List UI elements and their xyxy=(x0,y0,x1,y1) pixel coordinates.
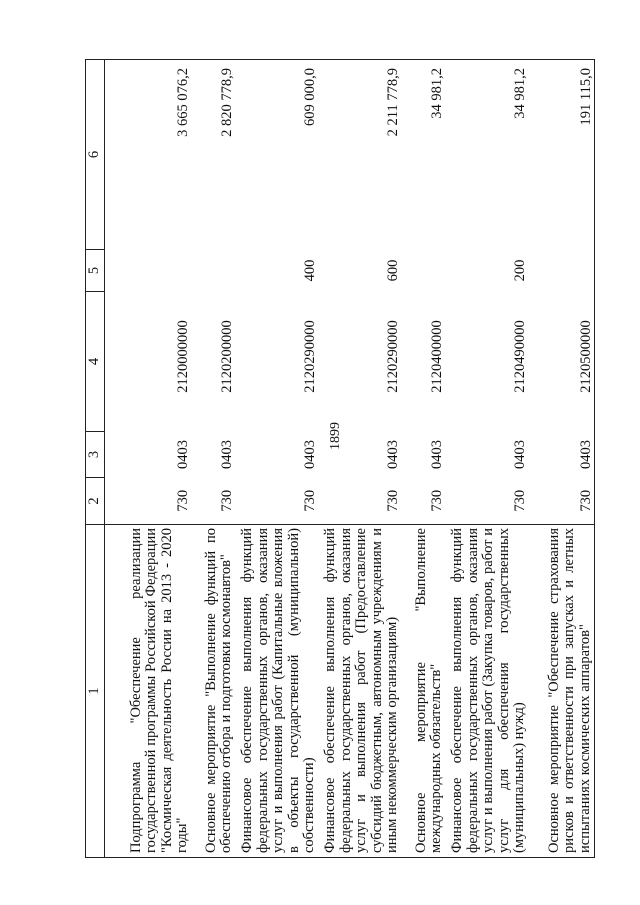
row-vr xyxy=(192,250,236,292)
row-ved: 730 xyxy=(219,489,235,512)
row-name: Финансовое обеспечение выполнения функций федеральных государственных органов, оказания услуг и выполнения работ (Капитальные вложения в объекты государственной (муниципальной) собственности) xyxy=(236,525,319,858)
row-sum: 3 665 076,2 xyxy=(105,60,192,250)
row-csr: 2120490000 xyxy=(512,320,528,393)
row-ved: 730 xyxy=(302,489,318,512)
row-rz: 0403 xyxy=(512,440,528,469)
row-ved: 730 xyxy=(385,489,401,512)
row-name: Подпрограмма "Обеспечение реализации государственной программы Российской Федерации "Космическая деятельность России на 2013 - 2020 годы" xyxy=(105,525,192,858)
page-number: 1899 xyxy=(328,422,343,450)
row-ved: 730 xyxy=(512,489,528,512)
table-row xyxy=(529,60,595,858)
table-row xyxy=(402,60,446,858)
row-rz: 0403 xyxy=(175,440,191,469)
row-ved: 730 xyxy=(429,489,445,512)
row-vr: 400 xyxy=(302,259,318,282)
row-rz: 0403 xyxy=(529,432,595,478)
row-vr xyxy=(402,250,446,292)
header-col-4: 4 xyxy=(86,292,105,432)
row-rz: 0403 xyxy=(219,440,235,469)
row-vr: 600 xyxy=(385,259,401,282)
row-sum: 2 820 778,9 xyxy=(192,60,236,250)
row-name: Финансовое обеспечение выполнения функций федеральных государственных органов, оказания услуг и выполнения работ (Предоставление субсидий бюджетным, автономным учреждениям и иным некоммерческим организациям) xyxy=(319,525,402,858)
budget-table xyxy=(85,59,595,858)
row-rz: 0403 xyxy=(302,440,318,469)
row-sum: 191 115,0 xyxy=(529,60,595,250)
header-col-1: 1 xyxy=(86,525,105,858)
row-sum: 2 211 778,9 xyxy=(319,60,402,250)
row-csr: 2120290000 xyxy=(385,320,401,393)
row-csr: 2120290000 xyxy=(302,320,318,393)
table-row xyxy=(105,60,192,858)
row-vr xyxy=(529,250,595,292)
header-col-3: 3 xyxy=(86,432,105,478)
row-vr: 200 xyxy=(512,259,528,282)
table-row xyxy=(236,60,319,858)
header-col-6: 6 xyxy=(86,60,105,250)
row-name: Основное мероприятие "Обеспечение страхования рисков и ответственности при запусках и летных испытаниях космических аппаратов" xyxy=(529,525,595,858)
row-csr: 2120000000 xyxy=(175,320,191,393)
row-csr: 2120500000 xyxy=(529,292,595,432)
row-rz: 0403 xyxy=(385,440,401,469)
row-sum: 34 981,2 xyxy=(402,60,446,250)
row-name: Основное мероприятие "Выполнение международных обязательств" xyxy=(402,525,446,858)
table-row xyxy=(319,60,402,858)
row-csr: 2120400000 xyxy=(429,320,445,393)
row-vr xyxy=(105,250,192,292)
row-name: Финансовое обеспечение выполнения функций федеральных государственных органов, оказания услуг и выполнения работ (Закупка товаров, работ и услуг для обеспечения государственных (муниципальных) нужд) xyxy=(446,525,529,858)
table-row xyxy=(446,60,529,858)
row-ved: 730 xyxy=(175,489,191,512)
table-header-row xyxy=(86,60,105,858)
row-sum: 34 981,2 xyxy=(446,60,529,250)
header-col-2: 2 xyxy=(86,478,105,525)
row-sum: 609 000,0 xyxy=(236,60,319,250)
budget-table-rotated xyxy=(85,60,640,858)
row-name: Основное мероприятие "Выполнение функций по обеспечению отбора и подготовки космонавтов" xyxy=(192,525,236,858)
header-col-5: 5 xyxy=(86,250,105,292)
row-csr: 2120200000 xyxy=(219,320,235,393)
row-rz: 0403 xyxy=(429,440,445,469)
row-ved: 730 xyxy=(529,478,595,525)
table-row xyxy=(192,60,236,858)
